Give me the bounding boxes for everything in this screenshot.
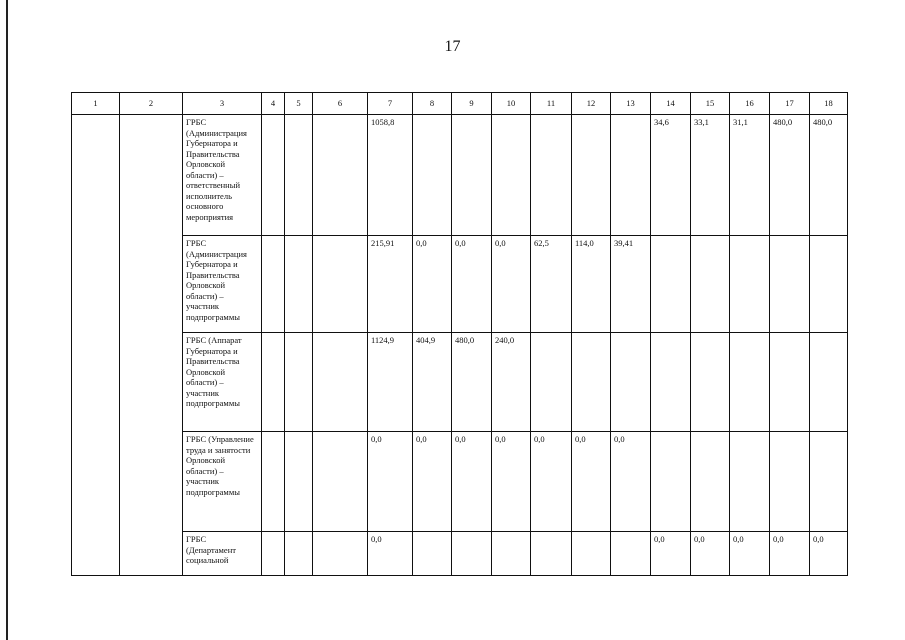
cell-value: 0,0 xyxy=(651,532,691,576)
cell-value xyxy=(492,115,531,236)
budget-table xyxy=(71,92,848,576)
cell-executor: ГРБС (Аппарат Губернатора и Правительства Орловской области) – участник подпрограммы xyxy=(183,333,262,432)
cell-value xyxy=(730,333,770,432)
cell-value: 480,0 xyxy=(810,115,848,236)
cell xyxy=(285,333,313,432)
cell-value: 0,0 xyxy=(770,532,810,576)
table-row xyxy=(72,532,848,576)
cell-value xyxy=(691,432,730,532)
cell-value xyxy=(691,333,730,432)
column-header-4: 4 xyxy=(262,93,285,115)
cell-value xyxy=(651,236,691,333)
cell-value: 0,0 xyxy=(810,532,848,576)
cell-value: 240,0 xyxy=(492,333,531,432)
cell-executor: ГРБС (Администрация Губернатора и Правительства Орловской области) – ответственный исполнитель основного мероприятия xyxy=(183,115,262,236)
cell-value: 215,91 xyxy=(368,236,413,333)
cell-value: 480,0 xyxy=(770,115,810,236)
column-header-17: 17 xyxy=(770,93,810,115)
cell xyxy=(262,532,285,576)
cell-value xyxy=(452,115,492,236)
cell-value: 0,0 xyxy=(691,532,730,576)
cell-value xyxy=(572,333,611,432)
cell xyxy=(262,333,285,432)
page-left-edge xyxy=(6,0,8,640)
cell xyxy=(313,236,368,333)
page-number: 17 xyxy=(444,38,461,55)
table-row xyxy=(72,115,848,236)
cell xyxy=(285,432,313,532)
cell-value xyxy=(452,532,492,576)
column-header-3: 3 xyxy=(183,93,262,115)
cell-value: 0,0 xyxy=(368,532,413,576)
cell xyxy=(285,115,313,236)
column-header-16: 16 xyxy=(730,93,770,115)
cell-executor: ГРБС (Администрация Губернатора и Правительства Орловской области) – участник подпрограммы xyxy=(183,236,262,333)
cell-value: 0,0 xyxy=(413,236,452,333)
column-header-8: 8 xyxy=(413,93,452,115)
cell-value xyxy=(572,532,611,576)
column-header-10: 10 xyxy=(492,93,531,115)
cell-value: 0,0 xyxy=(452,236,492,333)
cell xyxy=(262,115,285,236)
cell xyxy=(285,236,313,333)
cell-value: 1124,9 xyxy=(368,333,413,432)
cell xyxy=(313,333,368,432)
cell-value xyxy=(531,532,572,576)
cell-value: 1058,8 xyxy=(368,115,413,236)
cell-value: 34,6 xyxy=(651,115,691,236)
cell-value: 404,9 xyxy=(413,333,452,432)
column-header-6: 6 xyxy=(313,93,368,115)
cell-value: 0,0 xyxy=(492,236,531,333)
cell-value: 0,0 xyxy=(572,432,611,532)
cell-value: 0,0 xyxy=(452,432,492,532)
cell-executor: ГРБС (Департамент социальной xyxy=(183,532,262,576)
header-row xyxy=(72,93,848,115)
cell-value: 33,1 xyxy=(691,115,730,236)
column-header-12: 12 xyxy=(572,93,611,115)
cell-value xyxy=(810,333,848,432)
cell-value: 39,41 xyxy=(611,236,651,333)
cell-value: 31,1 xyxy=(730,115,770,236)
column-header-9: 9 xyxy=(452,93,492,115)
cell-value xyxy=(691,236,730,333)
table-row xyxy=(72,432,848,532)
column-header-15: 15 xyxy=(691,93,730,115)
cell-value: 0,0 xyxy=(531,432,572,532)
merged-cell-col2 xyxy=(120,115,183,576)
merged-cell-col1 xyxy=(72,115,120,576)
cell-value xyxy=(651,432,691,532)
cell-value: 114,0 xyxy=(572,236,611,333)
cell-value xyxy=(531,333,572,432)
column-header-14: 14 xyxy=(651,93,691,115)
cell-value: 0,0 xyxy=(413,432,452,532)
cell-value xyxy=(770,236,810,333)
cell-value xyxy=(611,532,651,576)
column-header-5: 5 xyxy=(285,93,313,115)
cell-value xyxy=(651,333,691,432)
cell-value xyxy=(572,115,611,236)
cell-value: 0,0 xyxy=(611,432,651,532)
cell-value xyxy=(413,532,452,576)
cell-value: 480,0 xyxy=(452,333,492,432)
cell xyxy=(262,236,285,333)
column-header-7: 7 xyxy=(368,93,413,115)
cell-value xyxy=(770,432,810,532)
cell-value: 0,0 xyxy=(492,432,531,532)
cell xyxy=(313,115,368,236)
cell-value: 62,5 xyxy=(531,236,572,333)
cell-value xyxy=(810,432,848,532)
cell xyxy=(313,532,368,576)
column-header-18: 18 xyxy=(810,93,848,115)
cell xyxy=(262,432,285,532)
cell-value: 0,0 xyxy=(730,532,770,576)
cell-value xyxy=(730,432,770,532)
cell-value xyxy=(611,115,651,236)
column-header-1: 1 xyxy=(72,93,120,115)
cell-value xyxy=(413,115,452,236)
table-row xyxy=(72,333,848,432)
column-header-13: 13 xyxy=(611,93,651,115)
cell-value xyxy=(611,333,651,432)
column-header-11: 11 xyxy=(531,93,572,115)
cell-value xyxy=(531,115,572,236)
cell-value xyxy=(770,333,810,432)
table-row xyxy=(72,236,848,333)
cell xyxy=(285,532,313,576)
cell-value xyxy=(730,236,770,333)
cell-value xyxy=(492,532,531,576)
cell xyxy=(313,432,368,532)
column-header-2: 2 xyxy=(120,93,183,115)
cell-value xyxy=(810,236,848,333)
cell-value: 0,0 xyxy=(368,432,413,532)
cell-executor: ГРБС (Управление труда и занятости Орловской области) – участник подпрограммы xyxy=(183,432,262,532)
